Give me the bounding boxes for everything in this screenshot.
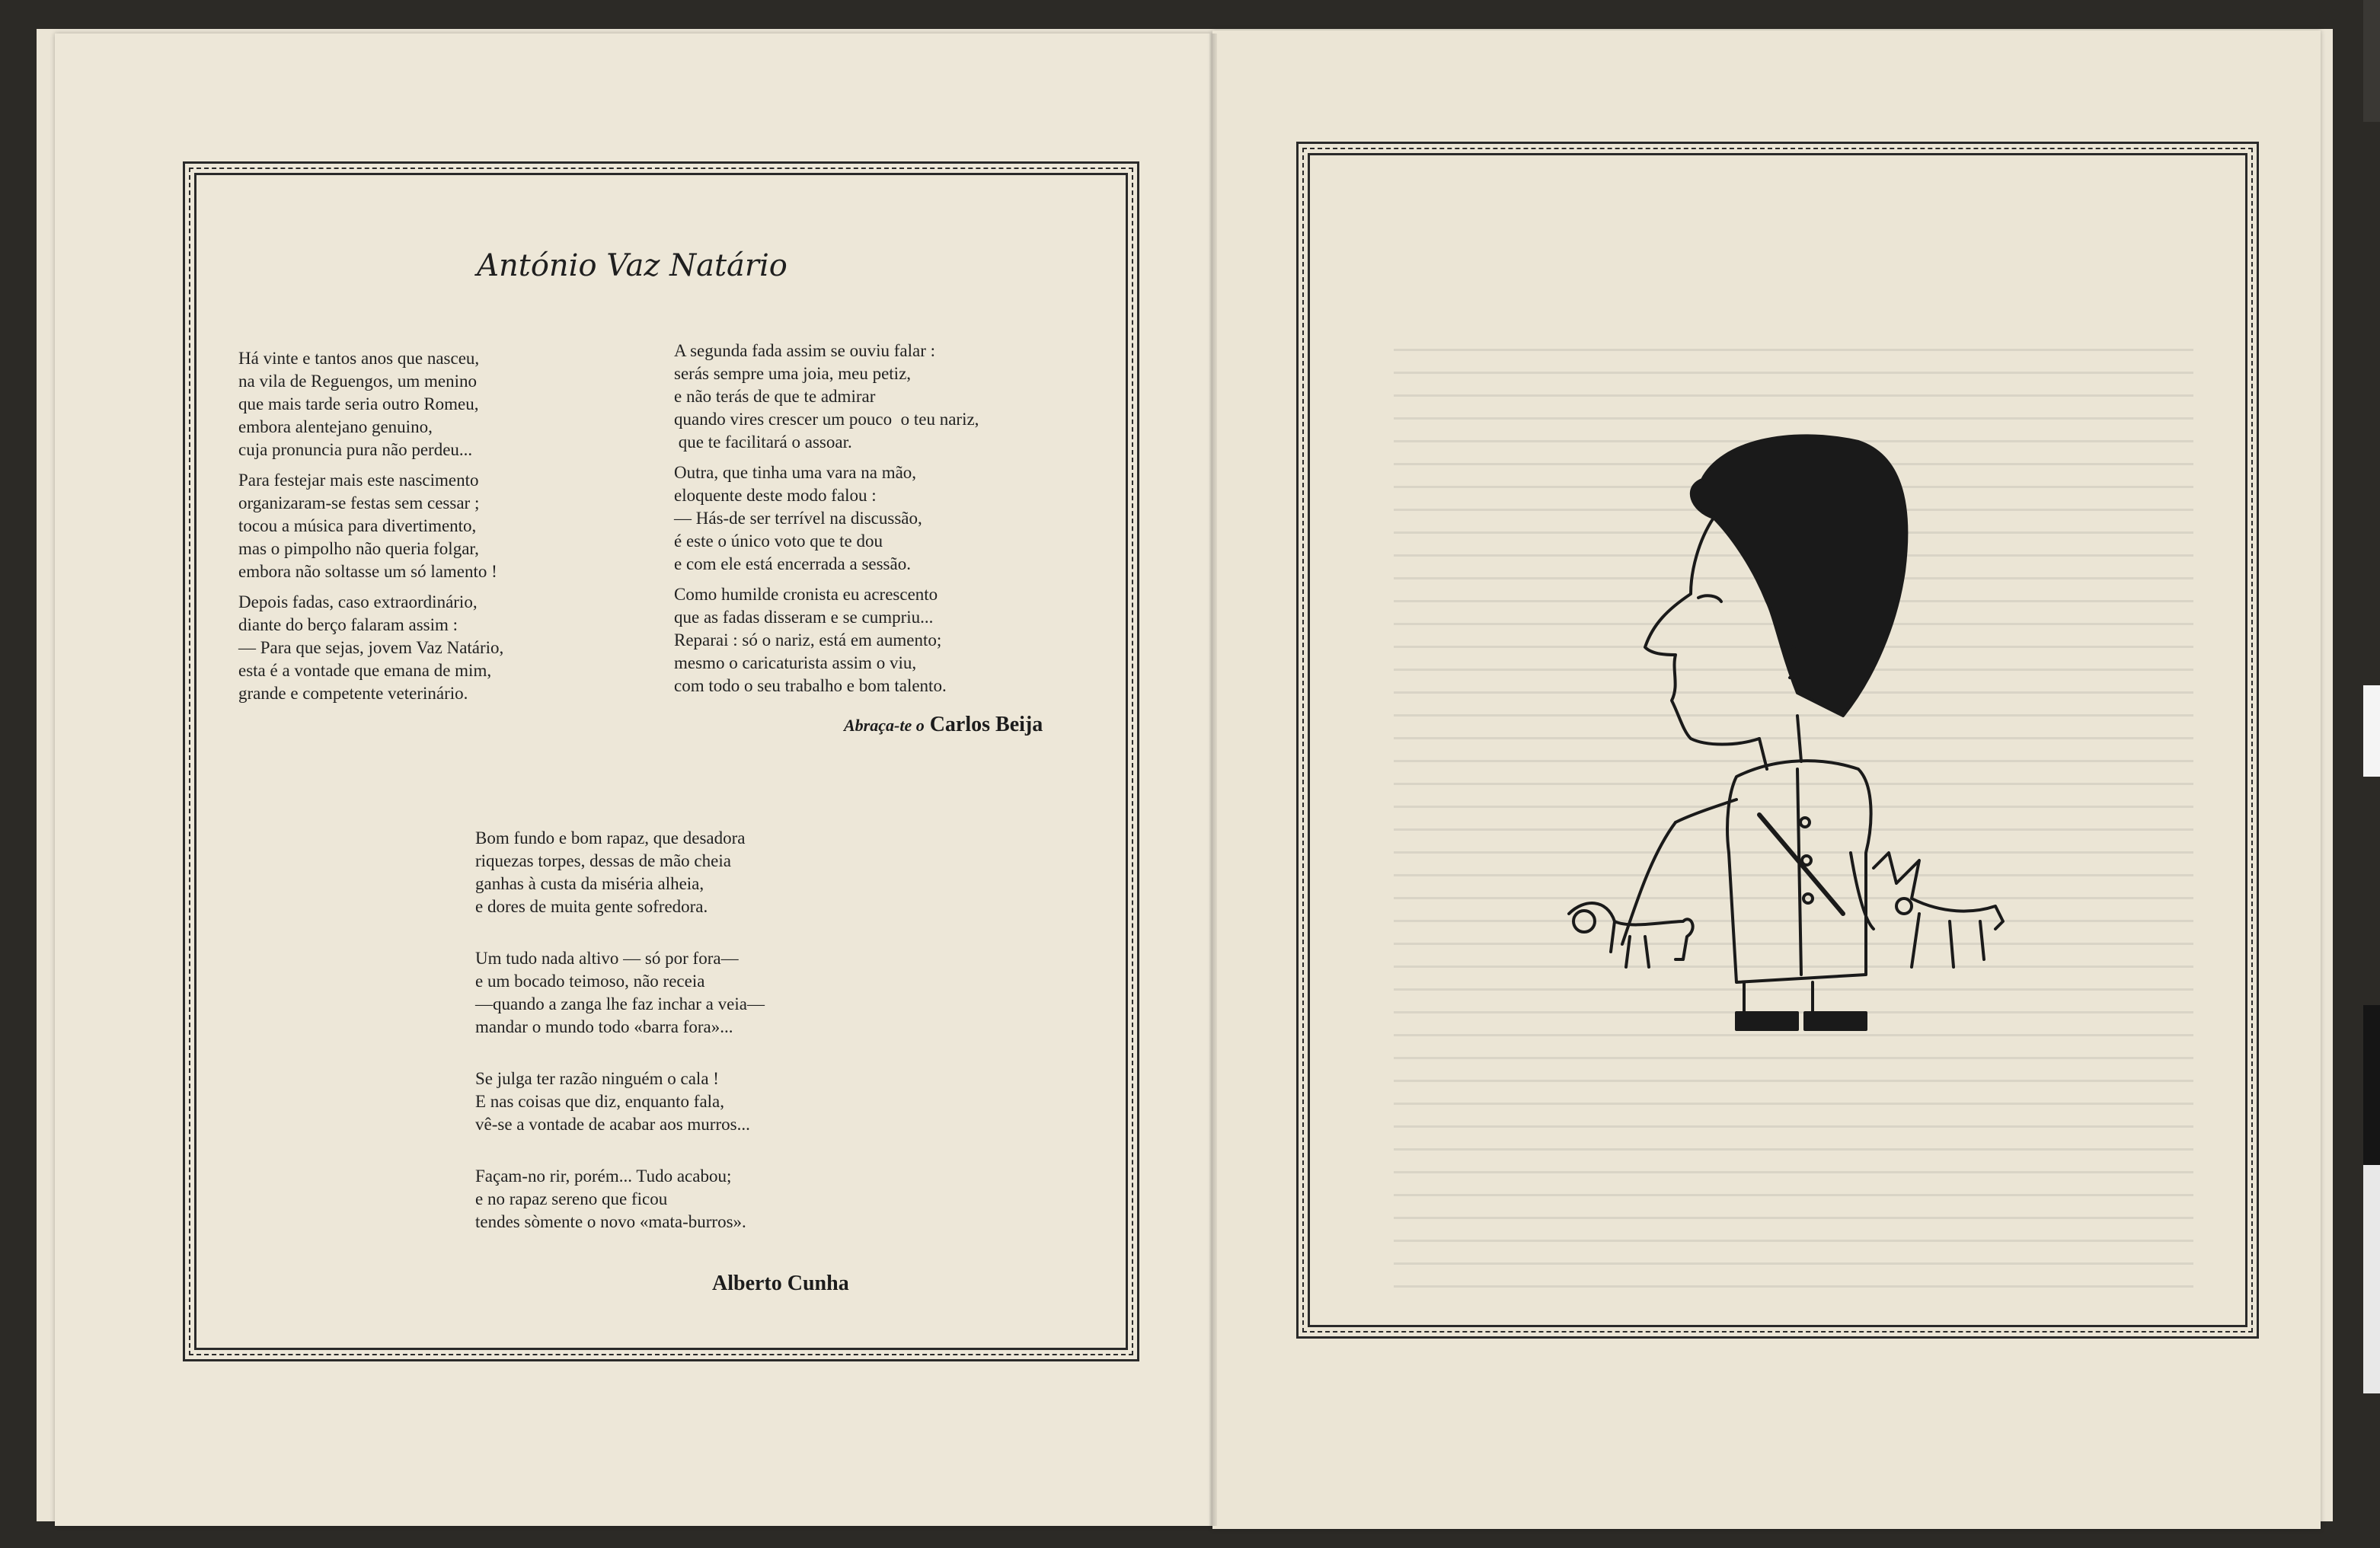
stanza: Como humilde cronista eu acrescento que as fadas disseram e se cumpriu... Reparai : só o nariz, está em aumento; mesmo o caricaturista assim o viu, com todo o seu trabalho e bom talento. <box>674 585 947 695</box>
stanza: Façam-no rir, porém... Tudo acabou; e no rapaz sereno que ficou tendes sòmente o novo «mata-burros». <box>475 1167 746 1231</box>
signature-carlos-beija: Abraça-te o Carlos Beija <box>844 713 1043 736</box>
stanza: A segunda fada assim se ouviu falar : serás sempre uma joia, meu petiz, e não terás de que te admirar quando vires crescer um pouco o teu nariz, que te facilitará o assoar. <box>674 341 979 452</box>
page-fold <box>1209 34 1217 1526</box>
stanza: Um tudo nada altivo — só por fora— e um bocado teimoso, não receia —quando a zanga lhe faz inchar a veia— mandar o mundo todo «barra fora»... <box>475 949 765 1036</box>
signature-alberto-cunha: Alberto Cunha <box>712 1272 849 1295</box>
stanza: Há vinte e tantos anos que nasceu, na vila de Reguengos, um menino que mais tarde seria outro Romeu, embora alentejano genuino, cuja pronuncia pura não perdeu... <box>238 349 480 459</box>
scan-edge <box>2363 0 2380 122</box>
eye <box>1698 595 1721 602</box>
stanza: Depois fadas, caso extraordinário, diante do berço falaram assim : — Para que sejas, jovem Vaz Natário, esta é a vontade que emana de mim, grande e competente veterinário. <box>238 592 504 703</box>
stanza: Se julga ter razão ninguém o cala ! E nas coisas que diz, enquanto fala, vê-se a vontade de acabar aos murros... <box>475 1069 750 1134</box>
poem1-column-right <box>674 340 1101 705</box>
stanza: Bom fundo e bom rapaz, que desadora riquezas torpes, dessas de mão cheia ganhas à custa da miséria alheia, e dores de muita gente sofredora. <box>475 828 746 916</box>
stanza: Outra, que tinha uma vara na mão, eloquente deste modo falou : — Hás-de ser terrível na discussão, é este o único voto que te dou e com ele está encerrada a sessão. <box>674 463 922 573</box>
donkey <box>1874 853 2003 967</box>
poem1-column-left <box>238 347 650 713</box>
hair <box>1692 436 1907 716</box>
page-title: António Vaz Natário <box>477 248 787 283</box>
poem2 <box>475 827 947 1241</box>
caricature-illustration <box>1538 426 2011 1036</box>
scan-edge-white <box>2363 685 2380 777</box>
stanza: Para festejar mais este nascimento organizaram-se festas sem cessar ; tocou a música para divertimento, mas o pimpolho não queria folgar, embora não soltasse um só lamento ! <box>238 471 497 581</box>
scan-edge-black <box>2363 1005 2380 1165</box>
scan-edge-light <box>2363 1165 2380 1393</box>
